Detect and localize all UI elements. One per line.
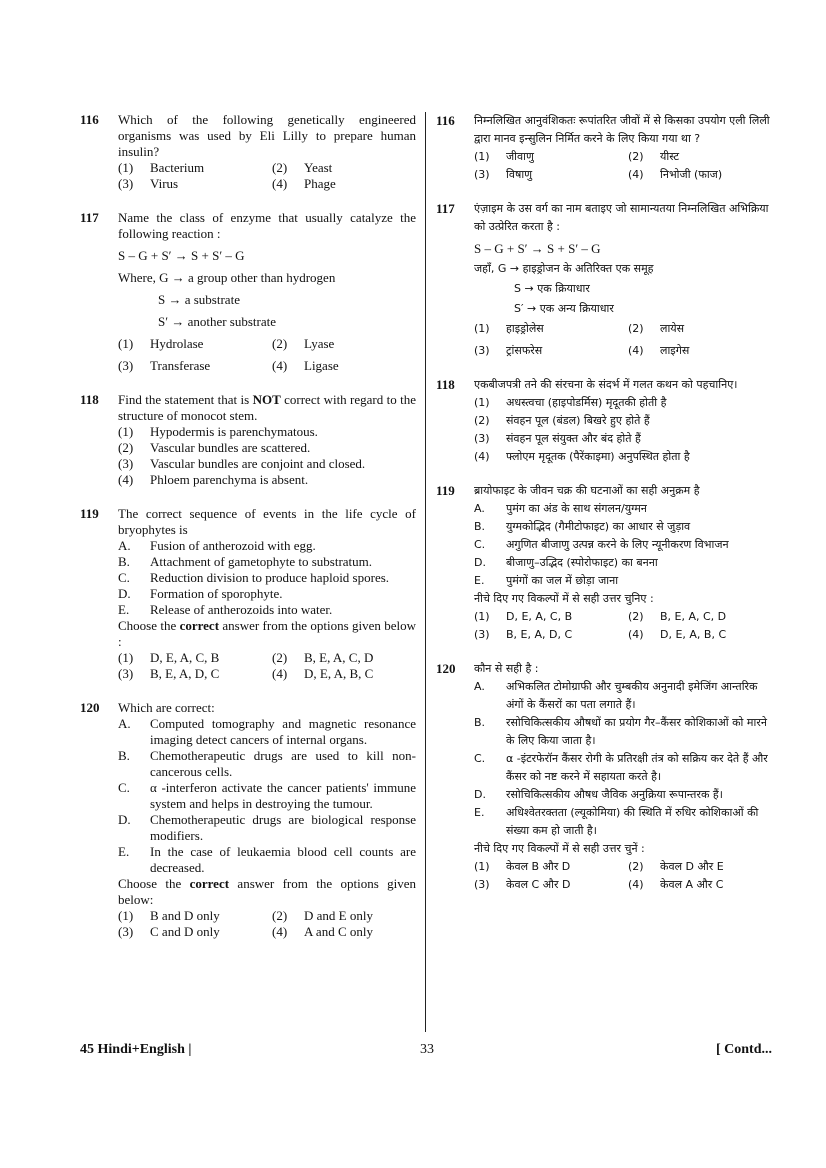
option-2: Vascular bundles are scattered. bbox=[150, 440, 311, 455]
option-3: Virus bbox=[150, 176, 179, 191]
option-1: अधस्त्वचा (हाइपोडर्मिस) मृदूतकी होती है bbox=[506, 396, 667, 409]
question-119-hi bbox=[436, 482, 772, 644]
question-number: 119 bbox=[436, 483, 455, 498]
option-3: Transferase bbox=[150, 358, 211, 373]
statement-text: अभिकलित टोमोग्राफी और चुम्बकीय अनुनादी इमेजिंग आन्तरिक अंगों के कैंसरों का पता लगाते हैं। bbox=[506, 680, 758, 711]
booklet-code: 45 Hindi+English | bbox=[80, 1042, 192, 1057]
option-number: (3) bbox=[474, 168, 490, 181]
question-117-en bbox=[80, 210, 416, 374]
statement-text: युग्मकोद्भिद (गैमीटोफाइट) का आधार से जुड़ाव bbox=[506, 520, 691, 533]
question-120-hi bbox=[436, 660, 772, 894]
option-2: Lyase bbox=[304, 336, 335, 351]
option-1: B and D only bbox=[150, 908, 220, 923]
question-118-hi bbox=[436, 376, 772, 466]
option-number: (3) bbox=[118, 456, 134, 471]
statement-text: Attachment of gametophyte to substratum. bbox=[150, 554, 373, 569]
statement-letter: B. bbox=[474, 520, 486, 533]
option-1: Bacterium bbox=[150, 160, 205, 175]
option-number: (4) bbox=[272, 666, 288, 681]
statement-letter: C. bbox=[474, 538, 486, 551]
option-4: निभोजी (फाज) bbox=[660, 168, 723, 181]
options bbox=[474, 394, 772, 466]
statement-letter: D. bbox=[118, 812, 131, 827]
option-2: D and E only bbox=[304, 908, 373, 923]
question-text: Which of the following genetically engineered organisms was used by Eli Lilly to prepare human insulin? bbox=[118, 112, 416, 159]
option-2: लायेस bbox=[660, 322, 685, 335]
option-2: यीस्ट bbox=[660, 150, 680, 163]
statement-letter: D. bbox=[118, 586, 131, 601]
instruction-emphasis: correct bbox=[189, 876, 230, 891]
statement-letter: A. bbox=[474, 680, 485, 693]
instruction-part: answer from the options given below: bbox=[118, 876, 416, 907]
option-4: Phage bbox=[304, 176, 336, 191]
definition-s: S → एक क्रियाधार bbox=[514, 282, 590, 295]
option-4: फ्लोएम मृदूतक (पैरेंकाइमा) अनुपस्थित होता है bbox=[506, 450, 690, 463]
options bbox=[118, 650, 416, 682]
option-number: (4) bbox=[628, 878, 644, 891]
option-number: (1) bbox=[474, 322, 490, 335]
option-number: (3) bbox=[474, 344, 490, 357]
statement-text: रसोचिकित्सकीय औषध जैविक अनुक्रिया रूपान्तरक हैं। bbox=[506, 788, 723, 801]
instruction-part: Choose the bbox=[118, 876, 190, 891]
statement-letter: A. bbox=[474, 502, 485, 515]
question-text: Name the class of enzyme that usually catalyze the following reaction : bbox=[118, 210, 416, 241]
statement-letter: C. bbox=[118, 780, 130, 795]
statement-text: Formation of sporophyte. bbox=[150, 586, 283, 601]
question-number: 117 bbox=[80, 210, 99, 225]
options bbox=[118, 424, 416, 488]
page-number: 33 bbox=[420, 1042, 434, 1057]
definition-s-prime: S′ → एक अन्य क्रियाधार bbox=[514, 302, 614, 315]
option-number: (4) bbox=[272, 358, 288, 373]
question-text: The correct sequence of events in the life cycle of bryophytes is bbox=[118, 506, 416, 537]
option-number: (3) bbox=[118, 176, 134, 191]
question-number: 119 bbox=[80, 506, 99, 521]
choose-instruction bbox=[118, 618, 416, 650]
statement-letter: A. bbox=[118, 538, 131, 553]
question-text: कौन से सही है : bbox=[474, 662, 539, 675]
option-number: (2) bbox=[474, 414, 490, 427]
option-number: (2) bbox=[628, 322, 644, 335]
option-1: हाइड्रोलेस bbox=[506, 322, 544, 335]
option-number: (2) bbox=[272, 336, 288, 351]
continued-label: [ Contd... bbox=[715, 1042, 772, 1057]
option-number: (2) bbox=[628, 610, 644, 623]
option-3: केवल C और D bbox=[506, 878, 571, 891]
statement-letter: E. bbox=[474, 806, 485, 819]
option-number: (4) bbox=[628, 344, 644, 357]
option-3: ट्रांसफरेस bbox=[506, 344, 543, 357]
choose-instruction: नीचे दिए गए विकल्पों में से सही उत्तर चुनें : bbox=[474, 842, 645, 855]
question-118-en bbox=[80, 392, 416, 488]
option-number: (2) bbox=[272, 160, 288, 175]
reaction-equation: S – G + S′ → S + S′ – G bbox=[474, 241, 601, 256]
question-text: एंज़ाइम के उस वर्ग का नाम बताइए जो सामान्यतया निम्नलिखित अभिक्रिया को उत्प्रेरित करता है : bbox=[474, 202, 769, 233]
column-divider bbox=[425, 112, 426, 1032]
option-4: लाइगेस bbox=[660, 344, 690, 357]
question-text: एकबीजपत्री तने की संरचना के संदर्भ में गलत कथन को पहचानिए। bbox=[474, 378, 738, 391]
statement-text: रसोचिकित्सकीय औषधों का प्रयोग गैर–कैंसर कोशिकाओं को मारने के लिए किया जाता है। bbox=[506, 716, 767, 747]
statement-text: Release of antherozoids into water. bbox=[150, 602, 333, 617]
reaction-equation: S – G + S′ → S + S′ – G bbox=[118, 248, 245, 263]
question-number: 120 bbox=[436, 661, 456, 676]
option-number: (4) bbox=[118, 472, 134, 487]
statement-text: अगुणित बीजाणु उत्पन्न करने के लिए न्यूनीकरण विभाजन bbox=[506, 538, 729, 551]
statement-letter: E. bbox=[118, 602, 130, 617]
statement-text: In the case of leukaemia blood cell counts are decreased. bbox=[150, 844, 416, 875]
english-column bbox=[80, 112, 416, 958]
statement-text: पुमंग का अंड के साथ संगलन/युग्मन bbox=[506, 502, 647, 515]
statement-list bbox=[474, 500, 772, 590]
statement-letter: B. bbox=[118, 748, 130, 763]
statement-letter: C. bbox=[474, 752, 486, 765]
option-number: (1) bbox=[474, 150, 490, 163]
option-1: D, E, A, C, B bbox=[150, 650, 220, 665]
option-4: D, E, A, B, C bbox=[660, 628, 727, 641]
question-number: 117 bbox=[436, 201, 455, 216]
statement-list bbox=[118, 538, 416, 618]
statement-text: α -इंटरफेरॉन कैंसर रोगी के प्रतिरक्षी तंत्र को सक्रिय कर देते हैं और कैंसर को नष्ट करने में सहायता करते है। bbox=[506, 752, 768, 783]
option-3: संवहन पूल संयुक्त और बंद होते हैं bbox=[506, 432, 641, 445]
statement-text: Computed tomography and magnetic resonance imaging detect cancers of internal organs. bbox=[150, 716, 416, 747]
option-number: (4) bbox=[628, 168, 644, 181]
instruction-part: Choose the bbox=[118, 618, 180, 633]
statement-letter: E. bbox=[474, 574, 485, 587]
statement-letter: B. bbox=[474, 716, 486, 729]
option-number: (1) bbox=[118, 424, 134, 439]
definition-s-prime: S′ → another substrate bbox=[158, 314, 277, 329]
option-number: (2) bbox=[272, 908, 288, 923]
question-number: 116 bbox=[436, 113, 455, 128]
question-116-hi bbox=[436, 112, 772, 184]
instruction-emphasis: correct bbox=[179, 618, 220, 633]
where-clause: जहाँ, G → हाइड्रोजन के अतिरिक्त एक समूह bbox=[474, 262, 654, 275]
option-number: (1) bbox=[118, 650, 134, 665]
options bbox=[474, 320, 772, 360]
options bbox=[118, 160, 416, 192]
options bbox=[118, 908, 416, 940]
option-number: (3) bbox=[474, 878, 490, 891]
question-text: निम्नलिखित आनुवंशिकतः रूपांतरित जीवों में से किसका उपयोग एली लिली द्वारा मानव इन्सुलिन निर्मित करने के लिए किया गया था ? bbox=[474, 114, 770, 145]
statement-text: Fusion of antherozoid with egg. bbox=[150, 538, 316, 553]
where-clause: Where, G → a group other than hydrogen bbox=[118, 270, 336, 285]
option-1: Hypodermis is parenchymatous. bbox=[150, 424, 318, 439]
option-4: D, E, A, B, C bbox=[304, 666, 374, 681]
question-text-part: Find the statement that is bbox=[118, 392, 253, 407]
question-text-emphasis: NOT bbox=[252, 392, 281, 407]
statement-letter: D. bbox=[474, 788, 486, 801]
question-number: 118 bbox=[436, 377, 455, 392]
option-2: संवहन पूल (बंडल) बिखरे हुए होते हैं bbox=[506, 414, 650, 427]
option-number: (3) bbox=[474, 432, 490, 445]
option-4: Ligase bbox=[304, 358, 339, 373]
question-text: Which are correct: bbox=[118, 700, 215, 715]
option-2: Yeast bbox=[304, 160, 333, 175]
option-1: Hydrolase bbox=[150, 336, 204, 351]
question-119-en bbox=[80, 506, 416, 682]
option-number: (2) bbox=[628, 860, 644, 873]
option-3: B, E, A, D, C bbox=[506, 628, 573, 641]
option-1: केवल B और D bbox=[506, 860, 571, 873]
option-2: केवल D और E bbox=[660, 860, 724, 873]
option-3: C and D only bbox=[150, 924, 220, 939]
option-number: (3) bbox=[118, 666, 134, 681]
question-116-en bbox=[80, 112, 416, 192]
option-number: (3) bbox=[118, 924, 134, 939]
statement-list bbox=[118, 716, 416, 876]
option-number: (1) bbox=[474, 396, 490, 409]
option-number: (3) bbox=[118, 358, 134, 373]
option-number: (1) bbox=[474, 860, 490, 873]
statement-text: Chemotherapeutic drugs are used to kill non-cancerous cells. bbox=[150, 748, 416, 779]
statement-text: Chemotherapeutic drugs are biological response modifiers. bbox=[150, 812, 416, 843]
question-text-part: correct with regard to the structure of monocot stem. bbox=[118, 392, 416, 423]
option-number: (2) bbox=[628, 150, 644, 163]
option-number: (1) bbox=[118, 336, 134, 351]
statement-text: अधिश्वेतरक्तता (ल्यूकोमिया) की स्थिति में रुधिर कोशिकाओं की संख्या कम हो जाती है। bbox=[506, 806, 759, 837]
statement-letter: E. bbox=[118, 844, 130, 859]
option-number: (4) bbox=[272, 924, 288, 939]
question-text: ब्रायोफाइट के जीवन चक्र की घटनाओं का सही अनुक्रम है bbox=[474, 484, 700, 497]
statement-letter: B. bbox=[118, 554, 130, 569]
option-number: (2) bbox=[272, 650, 288, 665]
question-text bbox=[118, 392, 416, 424]
option-4: A and C only bbox=[304, 924, 373, 939]
statement-letter: A. bbox=[118, 716, 131, 731]
question-number: 118 bbox=[80, 392, 99, 407]
statement-list bbox=[474, 678, 772, 840]
statement-text: बीजाणु–उद्भिद (स्पोरोफाइट) का बनना bbox=[506, 556, 658, 569]
option-4: Phloem parenchyma is absent. bbox=[150, 472, 309, 487]
hindi-column bbox=[436, 112, 772, 912]
option-number: (1) bbox=[474, 610, 490, 623]
option-number: (4) bbox=[628, 628, 644, 641]
options bbox=[474, 148, 772, 184]
choose-instruction bbox=[118, 876, 416, 908]
options bbox=[474, 858, 772, 894]
option-1: D, E, A, C, B bbox=[506, 610, 573, 623]
option-number: (3) bbox=[474, 628, 490, 641]
question-number: 116 bbox=[80, 112, 99, 127]
option-number: (2) bbox=[118, 440, 134, 455]
options bbox=[474, 608, 772, 644]
statement-letter: D. bbox=[474, 556, 486, 569]
option-3: B, E, A, D, C bbox=[150, 666, 220, 681]
option-3: विषाणु bbox=[506, 168, 533, 181]
options bbox=[118, 336, 416, 374]
option-4: केवल A और C bbox=[660, 878, 724, 891]
statement-letter: C. bbox=[118, 570, 130, 585]
option-3: Vascular bundles are conjoint and closed. bbox=[150, 456, 366, 471]
definition-s: S → a substrate bbox=[158, 292, 240, 307]
statement-text: α -interferon activate the cancer patients' immune system and helps in destroying the tumour. bbox=[150, 780, 416, 811]
statement-text: Reduction division to produce haploid spores. bbox=[150, 570, 390, 585]
question-117-hi bbox=[436, 200, 772, 360]
option-number: (1) bbox=[118, 160, 134, 175]
option-2: B, E, A, C, D bbox=[304, 650, 374, 665]
option-2: B, E, A, C, D bbox=[660, 610, 727, 623]
choose-instruction: नीचे दिए गए विकल्पों में से सही उत्तर चुनिए : bbox=[474, 592, 654, 605]
option-1: जीवाणु bbox=[506, 150, 534, 163]
statement-text: पुमंगों का जल में छोड़ा जाना bbox=[506, 574, 619, 587]
option-number: (4) bbox=[474, 450, 490, 463]
instruction-part: answer from the options given below : bbox=[118, 618, 416, 649]
question-120-en bbox=[80, 700, 416, 940]
option-number: (4) bbox=[272, 176, 288, 191]
option-number: (1) bbox=[118, 908, 134, 923]
question-number: 120 bbox=[80, 700, 100, 715]
